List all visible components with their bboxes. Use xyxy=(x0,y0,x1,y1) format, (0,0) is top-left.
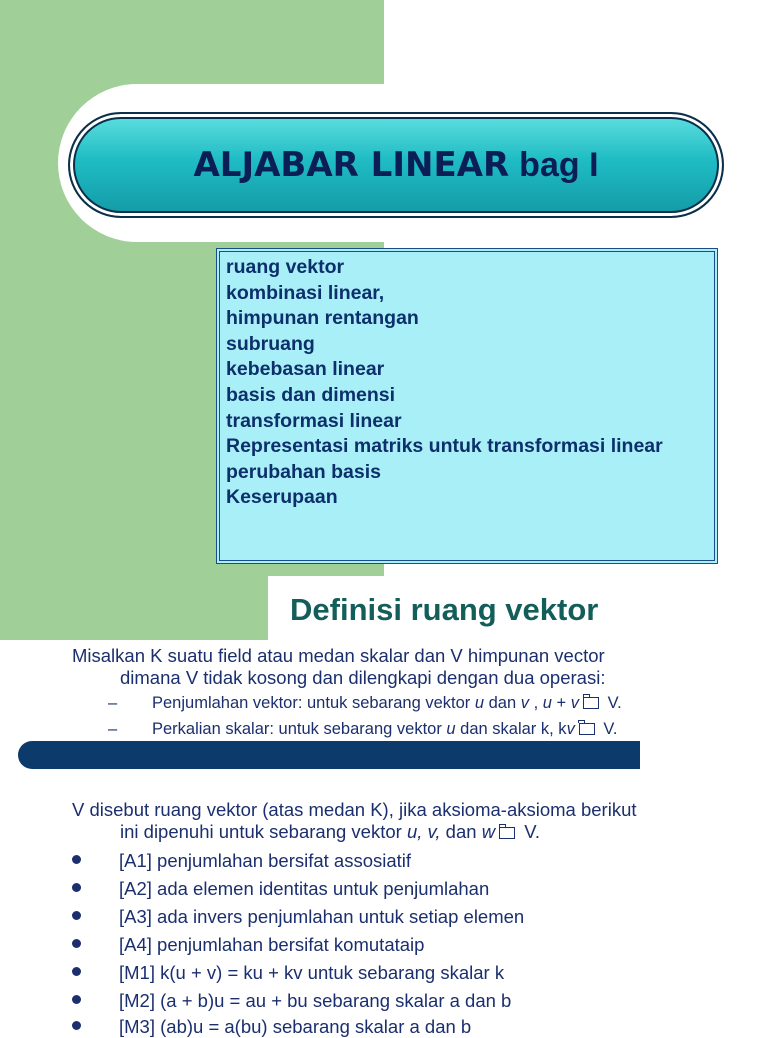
op-text: Penjumlahan vektor: untuk sebarang vektor xyxy=(152,694,475,712)
bullet-icon xyxy=(72,939,81,948)
operation-scalar xyxy=(108,720,617,739)
axioms-intro xyxy=(72,799,637,843)
topic-item: Keserupaan xyxy=(226,486,338,509)
title-suffix: bag I xyxy=(519,145,599,184)
var-w: w xyxy=(481,821,496,842)
section-divider xyxy=(18,741,640,769)
element-of-icon xyxy=(583,697,599,709)
axiom-text: [A3] ada invers penjumlahan untuk setiap elemen xyxy=(119,906,525,927)
var-v: v xyxy=(570,694,580,712)
axiom-item xyxy=(72,850,411,872)
axiom-text: [A2] ada elemen identitas untuk penjumlahan xyxy=(119,878,490,899)
axiom-item xyxy=(72,906,524,928)
axiom-text: [M1] k(u + v) = ku + kv untuk sebarang skalar k xyxy=(119,962,505,983)
dash-marker: – xyxy=(108,694,118,712)
definition-intro-line1: Misalkan K suatu field atau medan skalar dan V himpunan vector xyxy=(72,645,605,666)
topic-item: perubahan basis xyxy=(226,460,381,483)
topic-item: himpunan rentangan xyxy=(226,307,419,330)
op-end: V. xyxy=(598,720,618,738)
axiom-item xyxy=(72,934,424,956)
topic-item: transformasi linear xyxy=(226,409,402,432)
plus-sign: + xyxy=(551,694,571,712)
element-of-icon xyxy=(499,827,515,839)
op-text: Perkalian skalar: untuk sebarang vektor xyxy=(152,720,447,738)
axioms-text: dan xyxy=(440,821,482,842)
operation-addition xyxy=(108,694,622,713)
dash-marker: – xyxy=(108,720,118,738)
op-text: , xyxy=(529,694,543,712)
var-u: u xyxy=(474,694,485,712)
axioms-vars: u, v, xyxy=(406,821,441,842)
bullet-icon xyxy=(72,1021,81,1030)
bullet-icon xyxy=(72,855,81,864)
topic-item: kebebasan linear xyxy=(226,358,385,381)
definition-heading: Definisi ruang vektor xyxy=(290,592,599,627)
var-u: u xyxy=(446,720,456,738)
title-main: ALJABAR LINEAR xyxy=(193,145,510,185)
var-v: v xyxy=(566,720,575,738)
axiom-text: [M2] (a + b)u = au + bu sebarang skalar a dan b xyxy=(119,990,512,1011)
var-u: u xyxy=(542,694,552,712)
bullet-icon xyxy=(72,883,81,892)
op-text: dan skalar k, k xyxy=(455,720,567,738)
op-text: dan xyxy=(484,694,521,712)
axiom-item xyxy=(72,990,511,1012)
bullet-icon xyxy=(72,995,81,1004)
axiom-item xyxy=(72,1016,471,1038)
axioms-text: ini dipenuhi untuk sebarang vektor xyxy=(120,821,407,842)
topic-item: basis dan dimensi xyxy=(226,383,396,406)
topic-item: ruang vektor xyxy=(226,256,345,278)
element-of-icon xyxy=(579,723,595,735)
definition-intro-line2: dimana V tidak kosong dan dilengkapi dengan dua operasi: xyxy=(120,667,606,688)
axiom-text: [A4] penjumlahan bersifat komutataip xyxy=(119,934,425,955)
axiom-item xyxy=(72,878,489,900)
axiom-item xyxy=(72,962,504,984)
bullet-icon xyxy=(72,911,81,920)
bullet-icon xyxy=(72,967,81,976)
topic-item: kombinasi linear, xyxy=(226,281,385,304)
axioms-intro-line2 xyxy=(72,821,637,843)
var-v: v xyxy=(520,694,529,712)
topic-item: subruang xyxy=(226,332,315,355)
topic-item: Representasi matriks untuk transformasi linear xyxy=(226,435,663,458)
op-end: V. xyxy=(603,694,622,712)
slide-title xyxy=(68,112,724,218)
axioms-intro-line1: V disebut ruang vektor (atas medan K), jika aksioma-aksioma berikut xyxy=(72,799,637,820)
topic-list-box xyxy=(216,248,718,564)
axioms-end: V. xyxy=(519,821,540,842)
axiom-text: [A1] penjumlahan bersifat assosiatif xyxy=(119,850,412,871)
axiom-text: [M3] (ab)u = a(bu) sebarang skalar a dan b xyxy=(119,1016,472,1037)
definition-intro xyxy=(72,645,605,689)
